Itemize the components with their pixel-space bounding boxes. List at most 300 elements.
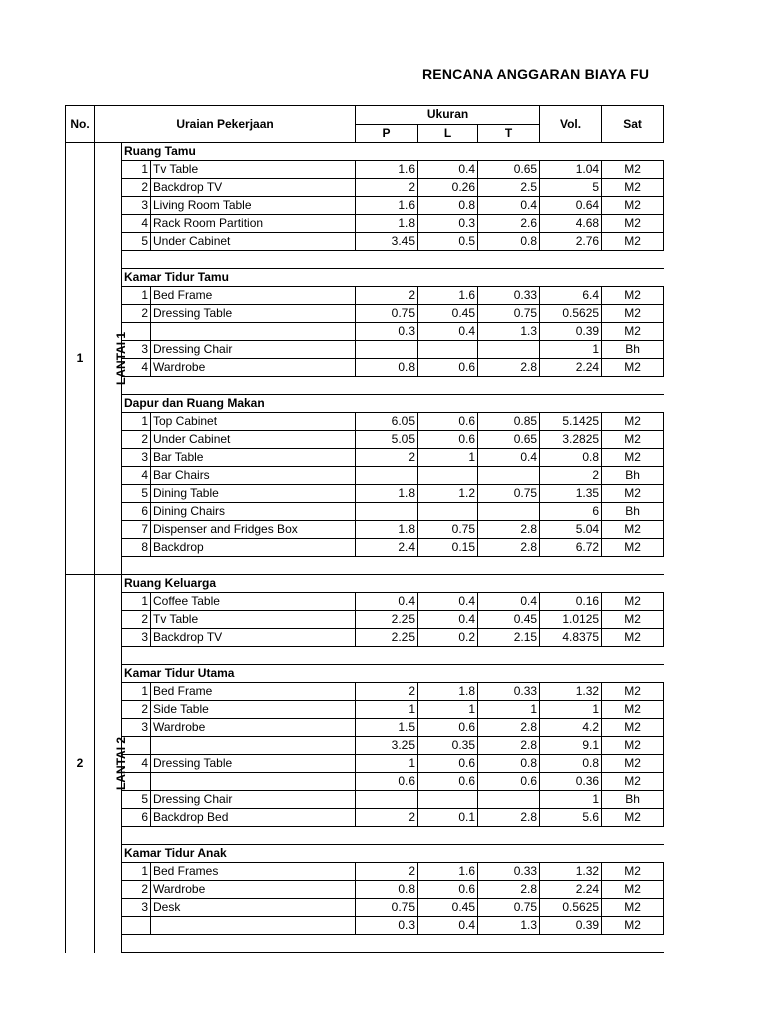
item-vol: 5.04 xyxy=(540,521,602,539)
header-uraian: Uraian Pekerjaan xyxy=(95,106,356,143)
header-p: P xyxy=(356,124,418,143)
table-row xyxy=(66,449,664,467)
item-name: Side Table xyxy=(151,701,356,719)
item-l xyxy=(418,467,478,485)
item-sat: M2 xyxy=(602,287,664,305)
table-row xyxy=(66,305,664,323)
item-name: Backdrop TV xyxy=(151,179,356,197)
item-sat: Bh xyxy=(602,341,664,359)
item-vol: 0.39 xyxy=(540,917,602,935)
item-name xyxy=(151,737,356,755)
table-row xyxy=(66,323,664,341)
spacer-row xyxy=(66,251,664,269)
item-l: 1.2 xyxy=(418,485,478,503)
item-name: Rack Room Partition xyxy=(151,215,356,233)
section-row xyxy=(66,575,664,593)
floor-number: 2 xyxy=(66,575,95,953)
item-sat: M2 xyxy=(602,917,664,935)
item-vol: 1.0125 xyxy=(540,611,602,629)
item-l: 0.4 xyxy=(418,323,478,341)
item-t xyxy=(478,503,540,521)
item-vol: 2.24 xyxy=(540,359,602,377)
item-p xyxy=(356,503,418,521)
spacer-cell xyxy=(122,647,664,665)
table-row xyxy=(66,233,664,251)
item-p: 6.05 xyxy=(356,413,418,431)
spacer-row xyxy=(66,827,664,845)
table-header xyxy=(66,106,664,143)
item-vol: 1.04 xyxy=(540,161,602,179)
item-sat: M2 xyxy=(602,305,664,323)
item-number: 1 xyxy=(122,683,151,701)
section-row xyxy=(66,143,664,161)
table-row xyxy=(66,431,664,449)
section-row xyxy=(66,665,664,683)
header-l: L xyxy=(418,124,478,143)
item-l: 0.4 xyxy=(418,161,478,179)
table-row xyxy=(66,755,664,773)
spacer-row xyxy=(66,935,664,953)
table-row xyxy=(66,593,664,611)
item-t: 0.4 xyxy=(478,593,540,611)
item-t: 0.65 xyxy=(478,431,540,449)
item-t: 0.85 xyxy=(478,413,540,431)
item-vol: 5.6 xyxy=(540,809,602,827)
item-number: 1 xyxy=(122,593,151,611)
table-row xyxy=(66,809,664,827)
item-p: 2.25 xyxy=(356,611,418,629)
item-l: 0.6 xyxy=(418,359,478,377)
spacer-cell xyxy=(122,377,664,395)
item-name: Dispenser and Fridges Box xyxy=(151,521,356,539)
item-name: Dressing Table xyxy=(151,305,356,323)
item-l: 0.75 xyxy=(418,521,478,539)
header-no: No. xyxy=(66,106,95,143)
item-t: 0.8 xyxy=(478,233,540,251)
item-vol: 0.16 xyxy=(540,593,602,611)
item-name: Living Room Table xyxy=(151,197,356,215)
item-l: 1 xyxy=(418,449,478,467)
item-p xyxy=(356,467,418,485)
table-row xyxy=(66,341,664,359)
item-number: 1 xyxy=(122,413,151,431)
item-name: Dressing Table xyxy=(151,755,356,773)
item-l: 0.3 xyxy=(418,215,478,233)
section-title: Ruang Tamu xyxy=(122,143,664,161)
item-l: 0.6 xyxy=(418,431,478,449)
item-sat: M2 xyxy=(602,683,664,701)
item-sat: M2 xyxy=(602,809,664,827)
item-number: 3 xyxy=(122,341,151,359)
item-t: 2.8 xyxy=(478,809,540,827)
item-number: 3 xyxy=(122,449,151,467)
floor-label: LANTAI 2 xyxy=(114,737,129,791)
item-vol: 5 xyxy=(540,179,602,197)
item-l: 0.45 xyxy=(418,899,478,917)
item-p xyxy=(356,791,418,809)
table-row xyxy=(66,413,664,431)
item-number: 2 xyxy=(122,431,151,449)
table-row xyxy=(66,737,664,755)
item-vol: 6 xyxy=(540,503,602,521)
item-number: 3 xyxy=(122,719,151,737)
table-row xyxy=(66,161,664,179)
item-l: 0.4 xyxy=(418,593,478,611)
item-name: Desk xyxy=(151,899,356,917)
item-l: 1.6 xyxy=(418,863,478,881)
table-row xyxy=(66,719,664,737)
item-vol: 1.32 xyxy=(540,863,602,881)
item-name: Bar Chairs xyxy=(151,467,356,485)
item-l: 0.5 xyxy=(418,233,478,251)
item-name xyxy=(151,917,356,935)
header-vol: Vol. xyxy=(540,106,602,143)
item-vol: 0.36 xyxy=(540,773,602,791)
floor-number: 1 xyxy=(66,143,95,575)
item-sat: M2 xyxy=(602,755,664,773)
item-p: 2 xyxy=(356,809,418,827)
item-sat: M2 xyxy=(602,413,664,431)
item-sat: Bh xyxy=(602,791,664,809)
section-row xyxy=(66,269,664,287)
budget-table xyxy=(65,105,664,953)
item-name: Backdrop xyxy=(151,539,356,557)
item-name: Wardrobe xyxy=(151,719,356,737)
item-sat: M2 xyxy=(602,521,664,539)
item-number: 2 xyxy=(122,881,151,899)
item-vol: 0.8 xyxy=(540,755,602,773)
item-p: 0.3 xyxy=(356,917,418,935)
item-number: 1 xyxy=(122,287,151,305)
table-row xyxy=(66,503,664,521)
item-sat: M2 xyxy=(602,611,664,629)
item-l: 0.6 xyxy=(418,881,478,899)
item-name: Bed Frame xyxy=(151,683,356,701)
item-name: Dressing Chair xyxy=(151,791,356,809)
item-name: Dressing Chair xyxy=(151,341,356,359)
item-number: 2 xyxy=(122,611,151,629)
table-row xyxy=(66,179,664,197)
item-number: 6 xyxy=(122,809,151,827)
table-row xyxy=(66,917,664,935)
item-l: 1.8 xyxy=(418,683,478,701)
item-name: Tv Table xyxy=(151,161,356,179)
item-vol: 0.39 xyxy=(540,323,602,341)
item-l: 0.2 xyxy=(418,629,478,647)
floor-label-cell xyxy=(95,575,129,953)
section-title: Ruang Keluarga xyxy=(122,575,664,593)
section-row xyxy=(66,395,664,413)
item-l: 0.15 xyxy=(418,539,478,557)
item-t: 0.33 xyxy=(478,287,540,305)
item-number: 5 xyxy=(122,233,151,251)
item-number: 3 xyxy=(122,197,151,215)
header-ukuran: Ukuran xyxy=(356,106,540,125)
item-number: 5 xyxy=(122,485,151,503)
spacer-cell xyxy=(122,251,664,269)
item-t: 2.8 xyxy=(478,719,540,737)
item-l: 0.4 xyxy=(418,917,478,935)
item-name: Backdrop Bed xyxy=(151,809,356,827)
table-row xyxy=(66,881,664,899)
item-sat: M2 xyxy=(602,737,664,755)
table-row xyxy=(66,467,664,485)
table-row xyxy=(66,215,664,233)
item-p: 5.05 xyxy=(356,431,418,449)
item-p xyxy=(356,341,418,359)
spacer-row xyxy=(66,647,664,665)
item-number: 7 xyxy=(122,521,151,539)
item-t: 0.4 xyxy=(478,449,540,467)
item-t: 0.75 xyxy=(478,485,540,503)
item-l: 0.1 xyxy=(418,809,478,827)
item-t: 0.4 xyxy=(478,197,540,215)
item-p: 1.8 xyxy=(356,521,418,539)
table-row xyxy=(66,773,664,791)
table-row xyxy=(66,539,664,557)
item-name xyxy=(151,323,356,341)
table-row xyxy=(66,683,664,701)
item-vol: 0.64 xyxy=(540,197,602,215)
item-p: 0.4 xyxy=(356,593,418,611)
spacer-row xyxy=(66,557,664,575)
item-l: 1.6 xyxy=(418,287,478,305)
item-name: Top Cabinet xyxy=(151,413,356,431)
item-l xyxy=(418,503,478,521)
item-name: Bar Table xyxy=(151,449,356,467)
item-t: 0.6 xyxy=(478,773,540,791)
item-name: Bed Frame xyxy=(151,287,356,305)
item-t: 0.33 xyxy=(478,683,540,701)
item-p: 0.75 xyxy=(356,899,418,917)
item-number: 4 xyxy=(122,215,151,233)
item-sat: M2 xyxy=(602,881,664,899)
item-name: Wardrobe xyxy=(151,881,356,899)
table-row xyxy=(66,611,664,629)
item-sat: M2 xyxy=(602,161,664,179)
item-number: 4 xyxy=(122,359,151,377)
item-vol: 1 xyxy=(540,701,602,719)
table-row xyxy=(66,899,664,917)
section-title: Kamar Tidur Utama xyxy=(122,665,664,683)
item-sat: M2 xyxy=(602,233,664,251)
item-name: Wardrobe xyxy=(151,359,356,377)
item-vol: 6.72 xyxy=(540,539,602,557)
item-vol: 0.5625 xyxy=(540,305,602,323)
item-l xyxy=(418,341,478,359)
item-vol: 9.1 xyxy=(540,737,602,755)
item-vol: 2.76 xyxy=(540,233,602,251)
item-p: 1.8 xyxy=(356,485,418,503)
item-l: 1 xyxy=(418,701,478,719)
section-title: Kamar Tidur Anak xyxy=(122,845,664,863)
item-p: 1.6 xyxy=(356,161,418,179)
item-sat: M2 xyxy=(602,323,664,341)
item-vol: 2.24 xyxy=(540,881,602,899)
item-sat: Bh xyxy=(602,503,664,521)
table-row xyxy=(66,701,664,719)
spacer-cell xyxy=(122,935,664,953)
item-name: Coffee Table xyxy=(151,593,356,611)
item-vol: 3.2825 xyxy=(540,431,602,449)
item-name: Under Cabinet xyxy=(151,431,356,449)
item-l: 0.45 xyxy=(418,305,478,323)
section-title: Dapur dan Ruang Makan xyxy=(122,395,664,413)
item-vol: 1 xyxy=(540,791,602,809)
table-row xyxy=(66,629,664,647)
item-number: 6 xyxy=(122,503,151,521)
item-l: 0.6 xyxy=(418,413,478,431)
item-t: 0.45 xyxy=(478,611,540,629)
item-p: 0.8 xyxy=(356,359,418,377)
item-sat: M2 xyxy=(602,701,664,719)
item-t xyxy=(478,341,540,359)
item-number: 1 xyxy=(122,161,151,179)
floor-label-cell xyxy=(95,143,129,575)
item-sat: M2 xyxy=(602,215,664,233)
item-l: 0.6 xyxy=(418,719,478,737)
item-sat: M2 xyxy=(602,899,664,917)
section-title: Kamar Tidur Tamu xyxy=(122,269,664,287)
item-p: 1 xyxy=(356,755,418,773)
table-row xyxy=(66,485,664,503)
table-row xyxy=(66,791,664,809)
item-sat: M2 xyxy=(602,431,664,449)
item-sat: M2 xyxy=(602,719,664,737)
item-name xyxy=(151,773,356,791)
item-name: Bed Frames xyxy=(151,863,356,881)
item-name: Dining Chairs xyxy=(151,503,356,521)
item-t: 0.33 xyxy=(478,863,540,881)
item-vol: 4.68 xyxy=(540,215,602,233)
item-number: 4 xyxy=(122,755,151,773)
budget-sheet xyxy=(65,105,663,945)
spacer-cell xyxy=(122,827,664,845)
item-t: 2.8 xyxy=(478,539,540,557)
item-p: 0.3 xyxy=(356,323,418,341)
item-sat: M2 xyxy=(602,593,664,611)
table-row xyxy=(66,197,664,215)
item-number: 2 xyxy=(122,701,151,719)
item-name: Backdrop TV xyxy=(151,629,356,647)
table-row xyxy=(66,863,664,881)
item-number: 3 xyxy=(122,899,151,917)
item-sat: M2 xyxy=(602,485,664,503)
item-p: 3.45 xyxy=(356,233,418,251)
item-p: 0.8 xyxy=(356,881,418,899)
table-row xyxy=(66,287,664,305)
item-sat: M2 xyxy=(602,179,664,197)
spacer-row xyxy=(66,377,664,395)
item-l: 0.8 xyxy=(418,197,478,215)
item-number: 5 xyxy=(122,791,151,809)
item-sat: M2 xyxy=(602,359,664,377)
item-p: 2.25 xyxy=(356,629,418,647)
item-t: 2.8 xyxy=(478,737,540,755)
section-row xyxy=(66,845,664,863)
table-row xyxy=(66,521,664,539)
header-t: T xyxy=(478,124,540,143)
item-vol: 0.5625 xyxy=(540,899,602,917)
item-sat: M2 xyxy=(602,197,664,215)
table-body xyxy=(66,143,664,953)
item-p: 2 xyxy=(356,179,418,197)
item-sat: M2 xyxy=(602,863,664,881)
item-p: 2 xyxy=(356,449,418,467)
item-t: 2.15 xyxy=(478,629,540,647)
item-vol: 1 xyxy=(540,341,602,359)
item-t xyxy=(478,791,540,809)
item-sat: M2 xyxy=(602,539,664,557)
item-p: 0.6 xyxy=(356,773,418,791)
item-t: 0.75 xyxy=(478,899,540,917)
item-t: 1.3 xyxy=(478,917,540,935)
item-number: 2 xyxy=(122,179,151,197)
item-l: 0.6 xyxy=(418,773,478,791)
item-p: 2 xyxy=(356,683,418,701)
item-p: 1.8 xyxy=(356,215,418,233)
item-vol: 1.32 xyxy=(540,683,602,701)
item-l: 0.4 xyxy=(418,611,478,629)
item-vol: 6.4 xyxy=(540,287,602,305)
item-vol: 2 xyxy=(540,467,602,485)
item-t: 2.8 xyxy=(478,359,540,377)
item-p: 2.4 xyxy=(356,539,418,557)
item-number: 4 xyxy=(122,467,151,485)
item-sat: M2 xyxy=(602,629,664,647)
spacer-cell xyxy=(122,557,664,575)
document-title: RENCANA ANGGARAN BIAYA FU xyxy=(422,66,650,82)
item-l xyxy=(418,791,478,809)
item-name: Tv Table xyxy=(151,611,356,629)
item-p: 2 xyxy=(356,287,418,305)
item-t: 2.5 xyxy=(478,179,540,197)
item-p: 0.75 xyxy=(356,305,418,323)
item-number xyxy=(122,917,151,935)
item-t: 2.8 xyxy=(478,521,540,539)
item-p: 1.6 xyxy=(356,197,418,215)
item-vol: 4.2 xyxy=(540,719,602,737)
item-name: Dining Table xyxy=(151,485,356,503)
item-vol: 4.8375 xyxy=(540,629,602,647)
item-p: 2 xyxy=(356,863,418,881)
item-t: 2.6 xyxy=(478,215,540,233)
item-t: 2.8 xyxy=(478,881,540,899)
item-t: 0.75 xyxy=(478,305,540,323)
item-t: 0.65 xyxy=(478,161,540,179)
table-row xyxy=(66,359,664,377)
item-number: 1 xyxy=(122,863,151,881)
item-l: 0.6 xyxy=(418,755,478,773)
item-sat: M2 xyxy=(602,449,664,467)
item-number: 2 xyxy=(122,305,151,323)
item-l: 0.26 xyxy=(418,179,478,197)
item-vol: 5.1425 xyxy=(540,413,602,431)
item-l: 0.35 xyxy=(418,737,478,755)
item-sat: Bh xyxy=(602,467,664,485)
item-t: 1.3 xyxy=(478,323,540,341)
item-number: 8 xyxy=(122,539,151,557)
item-vol: 1.35 xyxy=(540,485,602,503)
item-p: 3.25 xyxy=(356,737,418,755)
floor-label: LANTAI 1 xyxy=(114,331,129,386)
item-p: 1.5 xyxy=(356,719,418,737)
item-number: 3 xyxy=(122,629,151,647)
item-vol: 0.8 xyxy=(540,449,602,467)
item-t: 1 xyxy=(478,701,540,719)
item-p: 1 xyxy=(356,701,418,719)
item-t: 0.8 xyxy=(478,755,540,773)
